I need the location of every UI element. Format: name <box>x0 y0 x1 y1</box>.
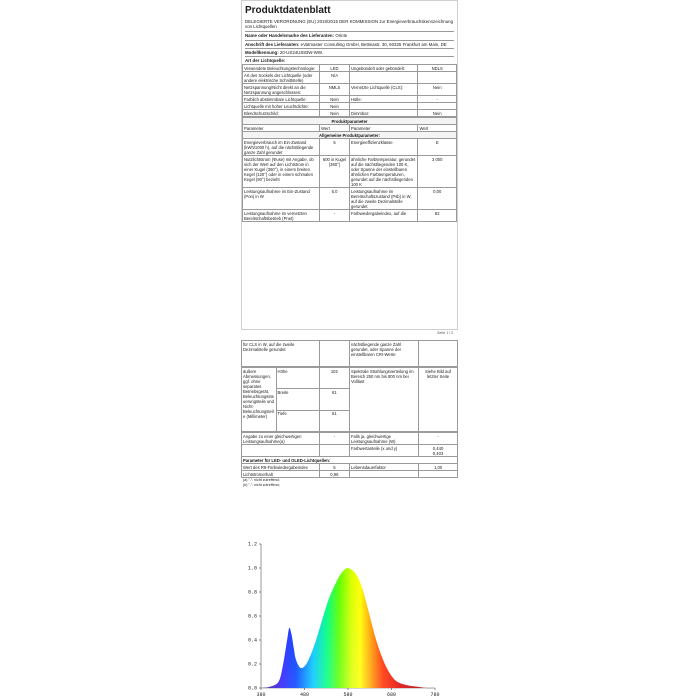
supplier-name-label: Name oder Handelsmarke des Lieferanten: <box>245 33 335 39</box>
y-tick-label: 0.2 <box>247 661 257 668</box>
r9-value: 5 <box>319 464 349 471</box>
param-header: Parameter <box>349 125 417 132</box>
param-label: Vernetzte Lichtquelle (CLS): <box>349 84 417 96</box>
spectrum-shade <box>261 568 435 688</box>
param-label: Verwendete Beleuchtungstechnologie: <box>243 65 320 72</box>
dimensions-label: äußere Abmessungen, ggf. ohne separates Betriebsgerät, Beleuchtungssteuerungsteile und Nicht-Beleuchtungsteile (Millimeter) <box>242 368 277 432</box>
param-label: ähnliche Farbtemperatur, gerundet auf die nächstliegenden 100 K, oder Spanne der einstellbaren ähnlichen Farbtemperaturen, gerundet auf die nächstliegenden 100 K <box>349 156 417 188</box>
equivalent-label: Angabe zu einer gleichwertigen Leistungsaufnahme(a) <box>242 433 320 445</box>
general-params-heading: Allgemeine Produktparameter: <box>243 132 457 139</box>
supplier-address-field <box>245 40 454 48</box>
y-tick-label: 1.2 <box>247 541 257 548</box>
param-label: Blendschutzschild: <box>243 110 320 117</box>
param-label: Leistungsaufnahme im Bereitschaftszustand (Psb) in W, auf die zweite Dezimalstelle gerundet <box>349 188 417 210</box>
supplier-name-field <box>245 31 454 39</box>
y-tick-label: 0.4 <box>247 637 257 644</box>
model-field <box>245 48 454 56</box>
lumen-maintenance-label: Lichtstromerhalt <box>242 471 320 478</box>
supplier-address-value: eVatmaster Consulting GmbH, Bettinastr. 30, 60325 Frankfurt am Main, DE <box>300 41 447 47</box>
spectral-distribution-chart <box>237 538 443 700</box>
chromaticity-value: 0,440 0,403 <box>419 445 458 457</box>
param-label <box>349 72 417 84</box>
param-value: 5,0 <box>320 188 350 210</box>
x-tick-label: 780 <box>430 692 440 698</box>
param-label: Farblich abstimmbare Lichtquelle: <box>243 96 320 103</box>
param-label: Dimmbar: <box>349 110 417 117</box>
light-source-row <box>243 110 457 117</box>
light-source-row <box>243 65 457 72</box>
param-value: N/A <box>320 72 350 84</box>
param-value: Nein <box>418 110 457 117</box>
param-value: NMLS <box>320 84 350 96</box>
param-value: 0,00 <box>418 188 457 210</box>
lumen-maintenance-value: 0,96 <box>319 471 349 478</box>
cls-cont-label: für CLS in W, auf die zweite Dezimalstelle gerundet <box>242 341 320 367</box>
param-value: 3 000 <box>418 156 457 188</box>
param-value: - <box>320 210 350 222</box>
y-tick-label: 0.0 <box>247 685 257 692</box>
dimension-value: 61 <box>319 410 349 431</box>
dimension-name: Höhe <box>276 368 319 389</box>
document-title: Produktdatenblatt <box>245 5 331 16</box>
supplier-name-value: Orinte <box>335 33 348 39</box>
light-source-row <box>243 84 457 96</box>
param-value <box>418 103 457 110</box>
led-params-heading: Parameter für LED- und OLED-Lichtquellen: <box>242 457 458 464</box>
param-value: Nein <box>320 110 350 117</box>
y-tick-label: 0.6 <box>247 613 257 620</box>
cri-cont-label: nächstliegende ganze Zahl gerundet, oder Spanne der einstellbaren CRI-Werte <box>349 341 418 367</box>
y-tick-label: 1.0 <box>247 565 257 572</box>
param-value: Nein <box>320 103 350 110</box>
x-tick-label: 680 <box>386 692 397 698</box>
param-label: Lichtquelle mit hoher Leuchtdichte: <box>243 103 320 110</box>
param-label: Netzspannung/Nicht direkt an die Netzspannung angeschlossen: <box>243 84 320 96</box>
x-tick-label: 580 <box>343 692 353 698</box>
datasheet-page-1 <box>241 0 458 330</box>
general-param-row <box>243 139 457 156</box>
param-label: Leistungsaufnahme im Ein-Zustand (Pon) in W <box>243 188 320 210</box>
general-param-row <box>243 210 457 222</box>
param-value: Nein <box>418 84 457 96</box>
footnote: (b) "-": nicht zutreffend; <box>243 482 280 487</box>
product-params-table <box>242 117 457 222</box>
general-param-row <box>243 156 457 188</box>
datasheet-page-2 <box>241 340 458 487</box>
param-value: 600 in Kugel (360°) <box>320 156 350 188</box>
param-label: Energieeffizienzklasse <box>349 139 417 156</box>
param-label <box>349 103 417 110</box>
param-label: Farbwiedergabeindex, auf die <box>349 210 417 222</box>
x-tick-label: 480 <box>299 692 310 698</box>
param-label: Art des Sockels der Lichtquelle (oder andere elektrische Schnittstelle) <box>243 72 320 84</box>
y-tick-label: 0.8 <box>247 589 257 596</box>
general-param-row <box>243 188 457 210</box>
param-header: Parameter <box>243 125 320 132</box>
light-source-heading: Art der Lichtquelle: <box>245 56 454 64</box>
dimension-value: 61 <box>319 389 349 410</box>
dimension-name: Breite <box>276 389 319 410</box>
param-header: Wert <box>418 125 457 132</box>
param-value <box>418 72 457 84</box>
param-value: Nein <box>320 96 350 103</box>
product-params-heading: Produktparameter <box>243 118 457 125</box>
param-header: Wert <box>320 125 350 132</box>
param-value: - <box>418 96 457 103</box>
r9-label: Wert des R9-Farbwiedergabeindex <box>242 464 320 471</box>
param-value: E <box>418 139 457 156</box>
light-source-table <box>242 64 457 117</box>
param-value: 5 <box>320 139 350 156</box>
lifetime-factor-label: Lebensdauerfaktor <box>349 464 418 471</box>
light-source-row <box>243 103 457 110</box>
dimension-name: Tiefe <box>276 410 319 431</box>
spectrum-svg <box>237 538 443 700</box>
param-label: Ungebündelt oder gebündelt: <box>349 65 417 72</box>
dimension-value: 102 <box>319 368 349 389</box>
param-label: Hülle: <box>349 96 417 103</box>
spectral-label: Spektrale Strahlungsverteilung im Bereich 250 nm bis 800 nm bei Volllast <box>349 368 418 432</box>
model-label: Modellkennung: <box>245 49 279 55</box>
regulation-text: DELEGIERTE VERORDNUNG (EU) 2019/2015 DER KOMMISSION zur Energieverbrauchskennzeichnung von Lichtquellen <box>245 19 454 30</box>
page2-table <box>241 340 458 367</box>
light-source-row <box>243 96 457 103</box>
param-label: Nutzlichtstrom (Φuse) mit Angabe, ob sich der Wert auf den Lichtstrom in einer Kugel (360°), in einem breiten Kegel (120°) oder in einem schmalen Kegel (90°) bezieht <box>243 156 320 188</box>
equivalent-table: Angabe zu einer gleichwertigen Leistungsaufnahme(a) - Falls ja, gleichwertige Leistungsaufnahme (W) - Farbwertanteile (x und y) 0,440 0,403 Parameter für LED- und OLED-Lichtquellen: Wert des R9-Farbwiedergabeindex 5 Lebensdauerfaktor 1,00 Lichtstromerhalt 0,96 <box>241 432 458 478</box>
model-value: 20-US24US83W-WW. <box>279 49 324 55</box>
light-source-row <box>243 72 457 84</box>
chromaticity-label: Farbwertanteile (x und y) <box>349 445 418 457</box>
dimensions-table <box>241 367 458 432</box>
x-tick-label: 380 <box>256 692 266 698</box>
footnote: (a) "-": nicht zutreffend; <box>243 478 280 482</box>
param-label: Energieverbrauch im Ein-Zustand (kWh/1000 h), auf die nächstliegende ganze Zahl gerundet <box>243 139 320 156</box>
param-value: NDLS <box>418 65 457 72</box>
param-value: 82 <box>418 210 457 222</box>
page-number: Seite 1 / 2 <box>437 331 454 335</box>
equivalent-power-label: Falls ja, gleichwertige Leistungsaufnahme (W) <box>349 433 418 445</box>
param-value: LED <box>320 65 350 72</box>
param-label: Leistungsaufnahme im vernetzten Bereitschaftsbetrieb (Pnet) <box>243 210 320 222</box>
supplier-address-label: Anschrift des Lieferanten: <box>245 41 300 47</box>
lifetime-factor-value: 1,00 <box>419 464 458 471</box>
spectral-value: Siehe Bild auf letzter Seite <box>419 368 458 432</box>
